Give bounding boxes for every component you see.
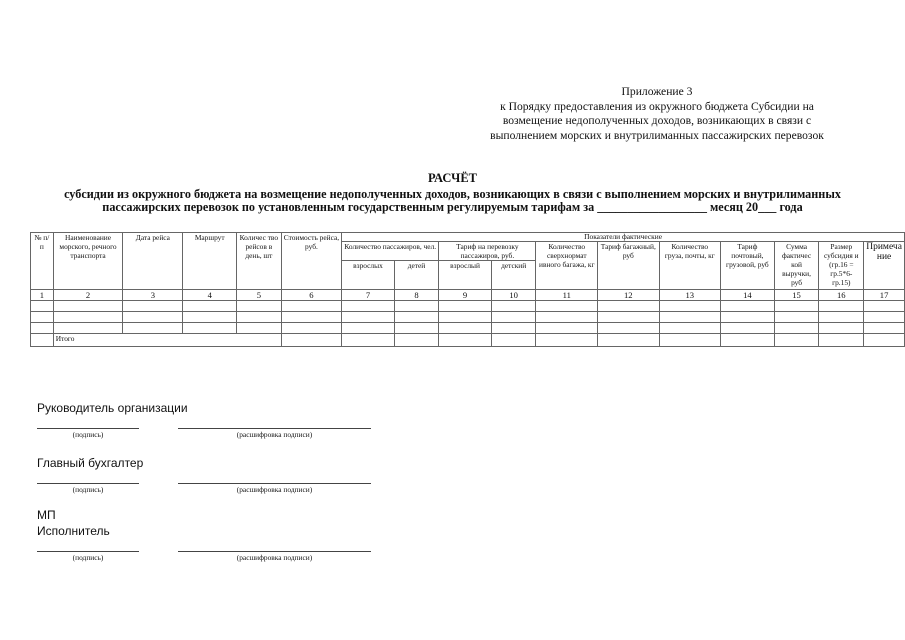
accountant-decode-line: [178, 483, 371, 484]
column-number: 6: [281, 290, 342, 301]
stamp-label: МП: [37, 508, 56, 522]
sign-caption: (подпись): [72, 430, 104, 439]
title-line: пассажирских перевозок по установленным государственным регулируемым тарифам за __________________ месяц 20___ года: [102, 200, 803, 215]
header-child: детский: [491, 261, 536, 290]
header-baggage: Количество сверхнормат ивного багажа, кг: [536, 242, 598, 290]
head-title: Руководитель организации: [37, 401, 188, 415]
column-number: 12: [598, 290, 659, 301]
header-subsidy: Размер субсидия и (гр.16 = гр.5*6-гр.15): [819, 242, 864, 290]
column-number: 8: [394, 290, 438, 301]
header-date: Дата рейса: [123, 233, 183, 290]
column-number: 3: [123, 290, 183, 301]
appendix-title: Приложение 3: [621, 85, 693, 98]
header-note: Примеча ние: [864, 242, 905, 290]
header-cost: Стоимость рейса, руб.: [281, 233, 342, 290]
column-number: 7: [342, 290, 395, 301]
sign-caption: (подпись): [72, 553, 104, 562]
header-bag-tariff: Тариф багажный, руб: [598, 242, 659, 290]
executor-title: Исполнитель: [37, 524, 110, 538]
header-adult: взрослый: [439, 261, 492, 290]
executor-decode-line: [178, 551, 371, 552]
header-actual: Показатели фактические: [342, 233, 905, 242]
appendix-block: [447, 85, 867, 143]
accountant-sign-line: [37, 483, 139, 484]
table-row: [31, 312, 905, 323]
table-row: [31, 301, 905, 312]
header-tariff: Тариф на перевозку пассажиров, руб.: [439, 242, 536, 261]
column-number: 14: [721, 290, 775, 301]
column-number: 11: [536, 290, 598, 301]
column-number: 4: [183, 290, 237, 301]
decode-caption: (расшифровка подписи): [236, 430, 313, 439]
column-number: 16: [819, 290, 864, 301]
column-number: 17: [864, 290, 905, 301]
header-children: детей: [394, 261, 438, 290]
header-route: Маршрут: [183, 233, 237, 290]
header-pass-count: Количество пассажиров, чел.: [342, 242, 439, 261]
head-decode-line: [178, 428, 371, 429]
calculation-table: [30, 232, 905, 347]
total-row: [31, 334, 905, 347]
head-sign-line: [37, 428, 139, 429]
column-number: 15: [774, 290, 819, 301]
title-heading: РАСЧЁТ: [427, 171, 477, 185]
column-number: 1: [31, 290, 54, 301]
executor-sign-line: [37, 551, 139, 552]
header-cargo: Количество груза, почты, кг: [659, 242, 721, 290]
header-trips: Количес тво рейсов в день, шт: [237, 233, 282, 290]
accountant-title: Главный бухгалтер: [37, 456, 144, 470]
title-line: субсидии из окружного бюджета на возмещение недополученных доходов, возникающих в связи с выполнением морских и внутрилиманных: [64, 186, 841, 201]
document-title: [0, 172, 905, 215]
decode-caption: (расшифровка подписи): [236, 485, 313, 494]
header-no: № п/ п: [31, 233, 54, 290]
total-label: Итого: [53, 334, 281, 347]
header-name: Наименование морского, речного транспорта: [53, 233, 123, 290]
column-number: 5: [237, 290, 282, 301]
column-number: 10: [491, 290, 536, 301]
header-adults: взрослых: [342, 261, 395, 290]
appendix-text-line: выполнением морских и внутрилиманных пассажирских перевозок: [490, 128, 824, 142]
table-row: [31, 323, 905, 334]
sign-caption: (подпись): [72, 485, 104, 494]
column-number: 9: [439, 290, 492, 301]
decode-caption: (расшифровка подписи): [236, 553, 313, 562]
column-number: 2: [53, 290, 123, 301]
header-cargo-tariff: Тариф почтовый, грузовой, руб: [721, 242, 775, 290]
header-revenue: Сумма фактичес кой выручки, руб: [774, 242, 819, 290]
column-numbers-row: [31, 290, 905, 301]
appendix-text-line: к Порядку предоставления из окружного бюджета Субсидии на: [500, 99, 814, 113]
column-number: 13: [659, 290, 721, 301]
appendix-text-line: возмещение недополученных доходов, возникающих в связи с: [502, 114, 812, 128]
